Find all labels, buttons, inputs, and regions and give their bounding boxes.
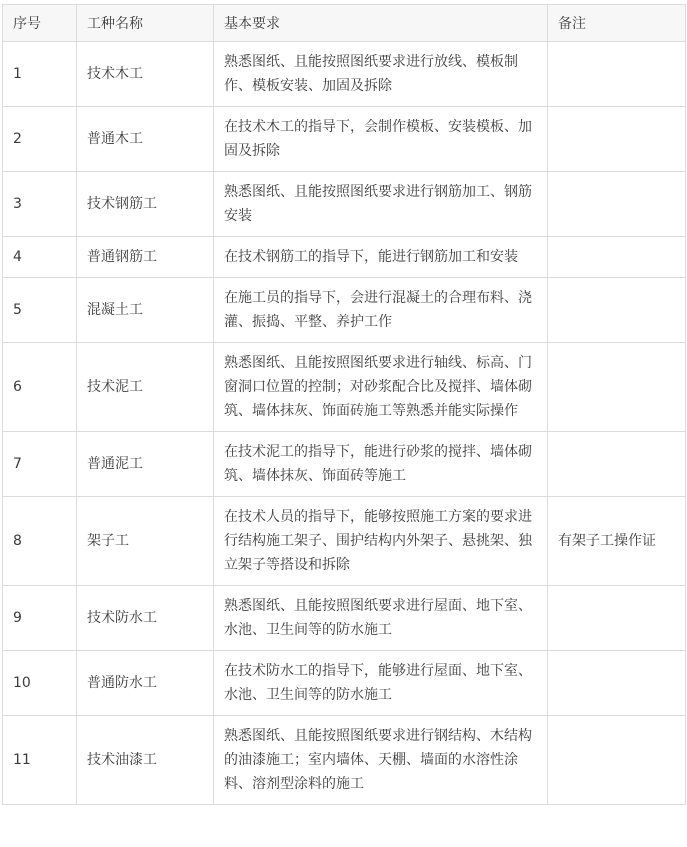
row-requirements: 熟悉图纸、且能按照图纸要求进行屋面、地下室、水池、卫生间等的防水施工 bbox=[214, 586, 548, 651]
row-index: 2 bbox=[3, 107, 77, 172]
row-remarks bbox=[548, 432, 686, 497]
table-row bbox=[3, 716, 686, 805]
row-index: 1 bbox=[3, 42, 77, 107]
table-row bbox=[3, 497, 686, 586]
row-requirements: 在技术人员的指导下，能够按照施工方案的要求进行结构施工架子、围护结构内外架子、悬挑架、独立架子等搭设和拆除 bbox=[214, 497, 548, 586]
row-requirements: 在技术泥工的指导下，能进行砂浆的搅拌、墙体砌筑、墙体抹灰、饰面砖等施工 bbox=[214, 432, 548, 497]
table-row bbox=[3, 586, 686, 651]
row-work-type: 技术油漆工 bbox=[77, 716, 214, 805]
row-requirements: 熟悉图纸、且能按照图纸要求进行轴线、标高、门窗洞口位置的控制；对砂浆配合比及搅拌、墙体砌筑、墙体抹灰、饰面砖施工等熟悉并能实际操作 bbox=[214, 343, 548, 432]
row-work-type: 技术防水工 bbox=[77, 586, 214, 651]
row-index: 6 bbox=[3, 343, 77, 432]
table-row bbox=[3, 432, 686, 497]
row-work-type: 普通泥工 bbox=[77, 432, 214, 497]
row-remarks bbox=[548, 172, 686, 237]
row-work-type: 技术泥工 bbox=[77, 343, 214, 432]
row-index: 5 bbox=[3, 278, 77, 343]
row-remarks bbox=[548, 343, 686, 432]
row-requirements: 在技术钢筋工的指导下，能进行钢筋加工和安装 bbox=[214, 237, 548, 278]
work-type-table bbox=[2, 4, 686, 805]
row-requirements: 熟悉图纸、且能按照图纸要求进行钢筋加工、钢筋安装 bbox=[214, 172, 548, 237]
table-row bbox=[3, 278, 686, 343]
row-remarks: 有架子工操作证 bbox=[548, 497, 686, 586]
row-work-type: 混凝土工 bbox=[77, 278, 214, 343]
row-index: 9 bbox=[3, 586, 77, 651]
table-row bbox=[3, 343, 686, 432]
row-index: 11 bbox=[3, 716, 77, 805]
table-row bbox=[3, 172, 686, 237]
row-remarks bbox=[548, 716, 686, 805]
header-index: 序号 bbox=[3, 5, 77, 42]
row-work-type: 普通钢筋工 bbox=[77, 237, 214, 278]
row-work-type: 普通木工 bbox=[77, 107, 214, 172]
table-row bbox=[3, 651, 686, 716]
header-requirements: 基本要求 bbox=[214, 5, 548, 42]
row-index: 7 bbox=[3, 432, 77, 497]
row-remarks bbox=[548, 278, 686, 343]
row-remarks bbox=[548, 586, 686, 651]
row-requirements: 在技术防水工的指导下，能够进行屋面、地下室、水池、卫生间等的防水施工 bbox=[214, 651, 548, 716]
header-row bbox=[3, 5, 686, 42]
row-index: 10 bbox=[3, 651, 77, 716]
row-remarks bbox=[548, 237, 686, 278]
row-remarks bbox=[548, 42, 686, 107]
row-remarks bbox=[548, 651, 686, 716]
row-requirements: 在技术木工的指导下，会制作模板、安装模板、加固及拆除 bbox=[214, 107, 548, 172]
row-index: 8 bbox=[3, 497, 77, 586]
row-requirements: 熟悉图纸、且能按照图纸要求进行钢结构、木结构的油漆施工；室内墙体、天棚、墙面的水溶性涂料、溶剂型涂料的施工 bbox=[214, 716, 548, 805]
row-index: 3 bbox=[3, 172, 77, 237]
row-remarks bbox=[548, 107, 686, 172]
table-row bbox=[3, 237, 686, 278]
row-index: 4 bbox=[3, 237, 77, 278]
header-work-type: 工种名称 bbox=[77, 5, 214, 42]
table-row bbox=[3, 42, 686, 107]
header-remarks: 备注 bbox=[548, 5, 686, 42]
row-requirements: 熟悉图纸、且能按照图纸要求进行放线、模板制作、模板安装、加固及拆除 bbox=[214, 42, 548, 107]
table-row bbox=[3, 107, 686, 172]
row-work-type: 普通防水工 bbox=[77, 651, 214, 716]
row-work-type: 架子工 bbox=[77, 497, 214, 586]
row-work-type: 技术钢筋工 bbox=[77, 172, 214, 237]
row-work-type: 技术木工 bbox=[77, 42, 214, 107]
row-requirements: 在施工员的指导下，会进行混凝土的合理布料、浇灌、振捣、平整、养护工作 bbox=[214, 278, 548, 343]
